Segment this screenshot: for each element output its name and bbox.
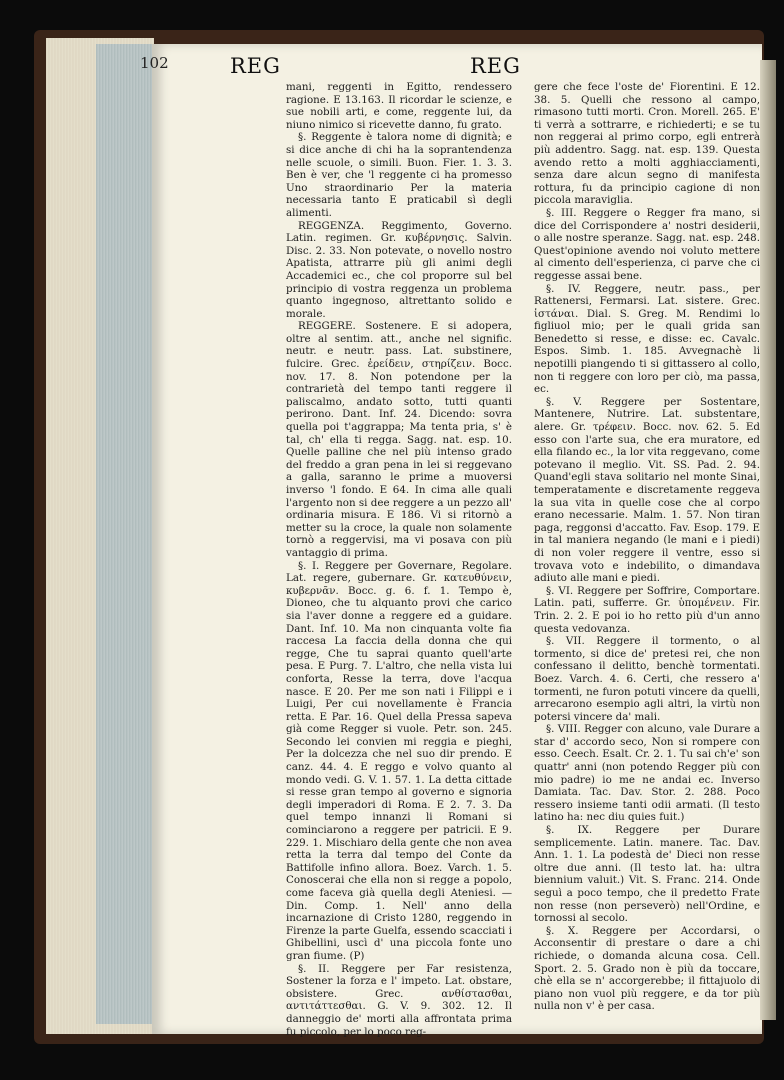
entry-paragraph: §. V. Reggere per Sostentare, Mantenere, Nutrire. Lat. substentare, alere. Gr. τρέφειν. Bocc. nov. 62. 5. Ed esso con l'arte sua, che era muratore, ed ella filando ec., la lor vita reggevano, come potevano il meglio. Vit. SS. Pad. 2. 94. Quand'egli stava solitario nel monte Sinai, temperatamente e discretamente reggeva la sua vita in quelle cose che al corpo erano necessarie. Malm. 1. 57. Non tiran paga, reggonsi d'accatto. Fav. Esop. 179. E in tal maniera negando (le mani e i piedi) di non voler reggere il ventre, esso si trovava voto e indebilito, o dimandava adiuto alle mani e piedi. <box>534 395 760 585</box>
page-edges-tinted <box>96 44 152 1024</box>
entry-paragraph: mani, reggenti in Egitto, rendessero ragione. E 13.163. Il ricordar le scienze, e sue nobili arti, e come, reggente lui, da niuno nimico si ricevette danno, fu grato. <box>286 81 512 131</box>
entry-paragraph: gere che fece l'oste de' Fiorentini. E 12. 38. 5. Quelli che ressono al campo, rimasono tutti morti. Cron. Morell. 265. E' ti verrà a sottrarre, e richiederti; e se tu non reggerai al primo corpo, egli entrerà più addentro. Sagg. nat. esp. 139. Questa avendo retto a molti agghiacciamenti, senza dare alcun segno di manifesta rottura, fu da principio cagione di non piccola maraviglia. <box>534 81 760 207</box>
entry-paragraph: REGGERE. Sostenere. E si adopera, oltre al sentim. att., anche nel signific. neutr. e neutr. pass. Lat. substinere, fulcire. Grec. ἐρείδειν, στηρίζειν. Bocc. nov. 17. 8. Non potendone per la contrarietà del tempo tanti reggere il paliscalmo, andato sotto, tutti quanti perirono. Dant. Inf. 24. Dicendo: sovra quella poi t'aggrappa; Ma tenta pria, s' è tal, ch' ella ti regga. Sagg. nat. esp. 10. Quelle palline che nel più intenso grado del freddo a gran pena in lei si reggevano a galla, saranno le prime a muoversi inverso 'l fondo. E 64. In cima alle quali l'argento non si dee reggere a un pezzo all' ordinaria misura. E 186. Vi si ritornò a metter su la croce, la quale non solamente tornò a reggervisi, ma vi posava con più vantaggio di prima. <box>286 320 512 559</box>
entry-paragraph: §. VIII. Regger con alcuno, vale Durare a star d' accordo seco, Non si rompere con esso. Ceech. Esalt. Cr. 2. 1. Tu sai ch'e' son quattr' anni (non potendo Regger più con mio padre) io me ne andai ec. Inverso Damiata. Tac. Dav. Stor. 2. 288. Poco ressero insieme tanti odii armati. (Il testo latino ha: nec diu quies fuit.) <box>534 723 760 824</box>
entry-paragraph: §. VII. Reggere il tormento, o al tormento, si dice de' pretesi rei, che non confessano il delitto, benchè tormentati. Boez. Varch. 4. 6. Certi, che ressero a' tormenti, ne furon potuti vincere da quelli, arrecarono esempio agli altri, la virtù non potersi vincere da' mali. <box>534 635 760 723</box>
page-fold-shadow <box>760 60 776 1020</box>
page-number: 102 <box>140 54 169 72</box>
entry-paragraph: §. I. Reggere per Governare, Regolare. Lat. regere, gubernare. Gr. κατευθύνειν, κυβερνᾶν. Bocc. g. 6. f. 1. Tempo è, Dioneo, che tu alquanto provi che carico sia l'aver donne a reggere ed a guidare. Dant. Inf. 10. Ma non cinquanta volte fia raccesa La faccia della donna che qui regge, Che tu saprai quanto quell'arte pesa. E Purg. 7. L'altro, che nella vista lui conforta, Resse la terra, dove l'acqua nasce. E 20. Per me son nati i Filippi e i Luigi, Per cui novellamente è Francia retta. E Par. 16. Quel della Pressa sapeva già come Regger si vuole. Petr. son. 245. Secondo lei convien mi reggia e pieghi, Per la dolcezza che nel suo dir prendo. E canz. 44. 4. E reggo e volvo quanto al mondo vedi. G. V. 1. 57. 1. La detta cittade si resse gran tempo al governo e signoria degli imperadori di Roma. E 2. 7. 3. Da quel tempo innanzi li Romani si cominciarono a reggere per patricii. E 9. 229. 1. Mischiaro della gente che non avea retta la terra dal tempo del Conte da Battifolle infino allora. Boez. Varch. 1. 5. Conoscerai che ella non si regge a popolo, come faceva già quella degli Ateniesi. — Din. Comp. 1. Nell' anno della incarnazione di Cristo 1280, reggendo in Firenze la parte Guelfa, essendo scacciati i Ghibellini, uscì d' una piccola fonte uno gran fiume. (P) <box>286 559 512 962</box>
entry-paragraph: §. VI. Reggere per Soffrire, Comportare. Latin. pati, sufferre. Gr. ὑπομένειν. Fir. Trin. 2. 2. E poi io ho retto più d'un anno questa vedovanza. <box>534 584 760 635</box>
left-column <box>286 81 512 1038</box>
entry-paragraph: REGGENZA. Reggimento, Governo. Latin. regimen. Gr. κυβέρνησις. Salvin. Disc. 2. 33. Non potevate, o novello nostro Apatista, attrarre più gli animi degli Accademici ec., che col proporre sul bel principio di vostra reggenza un problema quanto ingegnoso, altrettanto solido e morale. <box>286 219 512 320</box>
running-head-left: REG <box>230 54 281 78</box>
entry-paragraph: §. Reggente è talora nome di dignità; e si dice anche di chi ha la soprantendenza nelle scuole, o simili. Buon. Fier. 1. 3. 3. Ben è ver, che 'l reggente ci ha promesso Uno straordinario Per la materia necessaria tanto E praticabil sì degli alimenti. <box>286 131 512 219</box>
running-head-right: REG <box>470 54 521 78</box>
entry-paragraph: §. II. Reggere per Far resistenza, Sostener la forza e l' impeto. Lat. obstare, obsistere. Grec. ανθίστασθαι, αντιτάττεσθαι. G. V. 9. 302. 12. Il danneggio de' morti alla affrontata prima fu piccolo, per lo poco reg- <box>286 962 512 1038</box>
entry-paragraph: §. III. Reggere o Regger fra mano, si dice del Corrispondere a' nostri desiderii, o alle nostre speranze. Sagg. nat. esp. 248. Quest'opinione avendo noi voluto mettere al cimento dell'esperienza, ci parve che ci reggesse assai bene. <box>534 206 760 282</box>
entry-paragraph: §. IV. Reggere, neutr. pass., per Rattenersi, Fermarsi. Lat. sistere. Grec. ἱστάναι. Dial. S. Greg. M. Rendimi lo figliuol mio; per le quali grida san Benedetto si resse, e disse: ec. Cavalc. Espos. Simb. 1. 185. Avvegnachè li nepotilli piangendo ti si gittassero al collo, non ti reggere con loro per ciò, ma passa, ec. <box>534 282 760 396</box>
page-header <box>0 54 784 82</box>
entry-paragraph: §. IX. Reggere per Durare semplicemente. Latin. manere. Tac. Dav. Ann. 1. 1. La podestà de' Dieci non resse oltre due anni. (Il testo lat. ha: ultra biennium valuit.) Vit. S. Franc. 214. Onde seguì a poco tempo, che il predetto Frate non resse (non perseverò) nell'Ordine, e tornossi al secolo. <box>534 824 760 925</box>
right-column <box>534 81 760 1016</box>
entry-paragraph: §. X. Reggere per Accordarsi, o Acconsentir di prestare o dare a chi richiede, o domanda alcuna cosa. Cell. Sport. 2. 5. Grado non è più da toccare, chè ella se n' accorgerebbe; il fittajuolo di piano non vuol più reggere, e da tor più nulla non v' è per casa. <box>534 924 760 1013</box>
